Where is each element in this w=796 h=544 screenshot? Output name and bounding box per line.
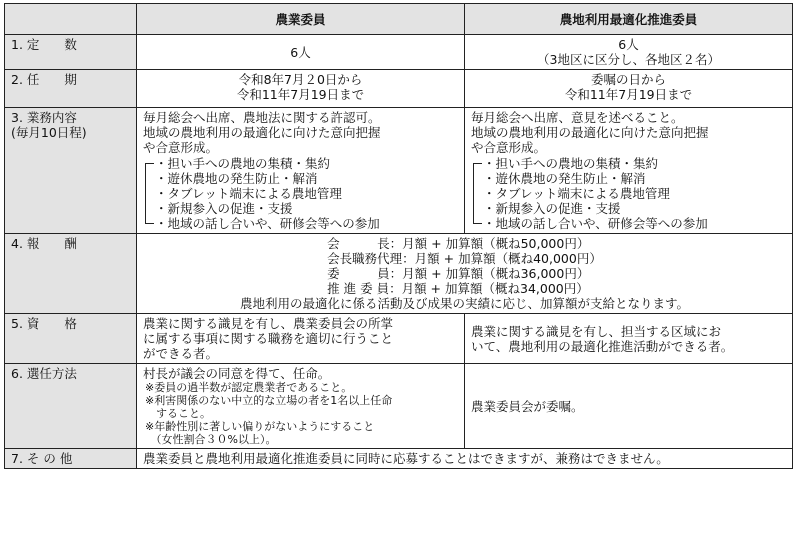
pay-note: 農地利用の最適化に係る活動及び成果の実績に応じ、加算額が支給となります。 xyxy=(239,296,689,311)
duty-item: ・新規参入の促進・支援 xyxy=(155,201,293,216)
qualification-col1 xyxy=(137,314,465,364)
count-col1: 6人 xyxy=(137,35,465,70)
duties-col1-list xyxy=(143,156,458,231)
duties-col2-line1: 毎月総会へ出席、意見を述べること。 xyxy=(471,110,684,125)
header-row xyxy=(5,4,793,35)
label-count: 1. 定 数 xyxy=(5,35,137,70)
pay-content xyxy=(137,234,793,314)
label-pay: 4. 報 酬 xyxy=(5,234,137,314)
duty-item: ・担い手への農地の集積・集約 xyxy=(155,156,331,171)
duty-item: ・タブレット端末による農地管理 xyxy=(155,186,342,201)
term-col2-line2: 令和11年7月19日まで xyxy=(564,87,693,102)
count-col2-line2: （3地区に区分し、各地区２名） xyxy=(537,52,720,67)
qualification-col1-line3: ができる者。 xyxy=(143,346,219,361)
row-other xyxy=(5,449,793,469)
duties-col1-line3: や合意形成。 xyxy=(143,140,219,155)
count-col2 xyxy=(465,35,793,70)
label-other: 7. そ の 他 xyxy=(5,449,137,469)
term-col1-line1: 令和8年7月２0日から xyxy=(238,72,363,87)
label-duties-line1: 3. 業務内容 xyxy=(11,110,77,125)
term-col2-line1: 委嘱の日から xyxy=(590,72,666,87)
row-selection xyxy=(5,364,793,449)
duties-col2-line2: 地域の農地利用の最適化に向けた意向把握 xyxy=(471,125,709,140)
duties-col2-line3: や合意形成。 xyxy=(471,140,547,155)
label-qualification: 5. 資 格 xyxy=(5,314,137,364)
duty-item: ・担い手への農地の集積・集約 xyxy=(483,156,659,171)
header-promotion-committee: 農地利用最適化推進委員 xyxy=(465,4,793,35)
selection-note: ※委員の過半数が認定農業者であること。 xyxy=(145,381,353,394)
duty-item: ・遊休農地の発生防止・解消 xyxy=(155,171,318,186)
label-duties-line2: (毎月10日程) xyxy=(11,125,87,140)
row-count xyxy=(5,35,793,70)
selection-note: すること。 xyxy=(145,407,211,420)
row-pay xyxy=(5,234,793,314)
bracket-icon xyxy=(473,163,482,224)
selection-note: ※利害関係のない中立的な立場の者を1名以上任命 xyxy=(145,394,393,407)
row-duties xyxy=(5,108,793,234)
label-term: 2. 任 期 xyxy=(5,70,137,108)
duty-item: ・地域の話し合いや、研修会等への参加 xyxy=(483,216,708,231)
count-col2-line1: 6人 xyxy=(618,37,639,52)
duties-col1-line1: 毎月総会へ出席、農地法に関する許認可。 xyxy=(143,110,381,125)
duties-col1-line2: 地域の農地利用の最適化に向けた意向把握 xyxy=(143,125,381,140)
header-agricultural-committee: 農業委員 xyxy=(137,4,465,35)
qualification-col2-line2: いて、農地利用の最適化推進活動ができる者。 xyxy=(471,338,734,354)
duty-item: ・遊休農地の発生防止・解消 xyxy=(483,171,646,186)
duties-col2-list xyxy=(471,156,786,231)
label-selection: 6. 選任方法 xyxy=(5,364,137,449)
selection-note: （女性割合３０%以上）。 xyxy=(145,433,277,446)
pay-line: 会長職務代理：月額 + 加算額（概ね40,000円） xyxy=(327,251,602,266)
other-text: 農業委員と農地利用最適化推進委員に同時に応募することはできますが、兼務はできません。 xyxy=(137,449,793,469)
pay-line: 推 進 委 員：月額 + 加算額（概ね34,000円） xyxy=(327,281,589,296)
recruitment-table xyxy=(4,3,793,469)
pay-line: 会 長：月額 + 加算額（概ね50,000円） xyxy=(327,236,590,251)
term-col1 xyxy=(137,70,465,108)
qualification-col2 xyxy=(465,314,793,364)
selection-col1-main: 村長が議会の同意を得て、任命。 xyxy=(143,366,331,381)
bracket-icon xyxy=(145,163,154,224)
row-qualification xyxy=(5,314,793,364)
term-col1-line2: 令和11年7月19日まで xyxy=(236,87,365,102)
row-term xyxy=(5,70,793,108)
selection-col2: 農業委員会が委嘱。 xyxy=(465,364,793,449)
duties-col1 xyxy=(137,108,465,234)
duty-item: ・地域の話し合いや、研修会等への参加 xyxy=(155,216,380,231)
selection-note: ※年齢性別に著しい偏りがないようにすること xyxy=(145,420,375,433)
pay-line: 委 員：月額 + 加算額（概ね36,000円） xyxy=(327,266,590,281)
pay-list xyxy=(327,236,602,296)
duty-item: ・新規参入の促進・支援 xyxy=(483,201,621,216)
qualification-col1-line1: 農業に関する識見を有し、農業委員会の所掌 xyxy=(143,316,394,331)
selection-col1 xyxy=(137,364,465,449)
duties-col2 xyxy=(465,108,793,234)
label-duties xyxy=(5,108,137,234)
qualification-col2-line1: 農業に関する識見を有し、担当する区域にお xyxy=(471,323,722,339)
qualification-col1-line2: に属する事項に関する職務を適切に行うこと xyxy=(143,331,394,346)
header-empty xyxy=(5,4,137,35)
term-col2 xyxy=(465,70,793,108)
duty-item: ・タブレット端末による農地管理 xyxy=(483,186,670,201)
